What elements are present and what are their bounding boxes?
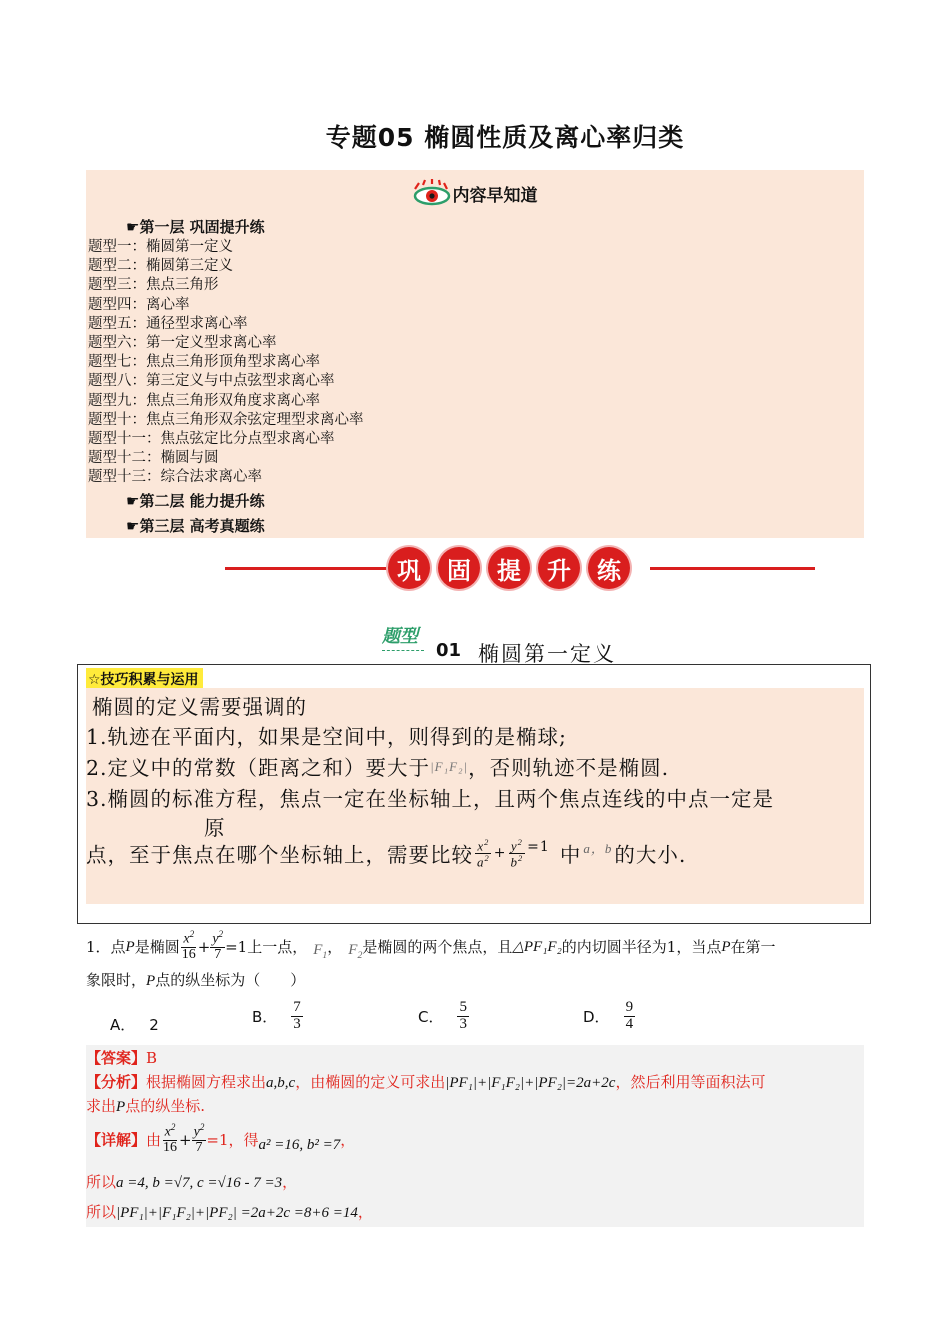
banner-line-right xyxy=(650,567,815,570)
analysis-line: 求出P点的纵坐标. xyxy=(86,1097,205,1115)
analysis-line: 【分析】根据椭圆方程求出a,b,c，由椭圆的定义可求出|PF₁|+|F₁F₂|+|PF₂|=2a+2c，然后利用等面积法可 xyxy=(86,1073,766,1091)
math-fraction: $\frac{x^2}{a^2}$ xyxy=(477,837,490,870)
type-list-item: 题型二：椭圆第三定义 xyxy=(88,258,233,275)
type-name: 椭圆第一定义 xyxy=(478,642,616,666)
skills-line: 椭圆的定义需要强调的 xyxy=(92,695,307,719)
type-list-item: 题型五：通径型求离心率 xyxy=(88,315,248,332)
type-list-item: 题型三：焦点三角形 xyxy=(88,277,219,294)
detail-line: 所以|PF₁|+|F₁F₂|+|PF₂| =2a+2c =8+6 =14， xyxy=(86,1203,373,1221)
skills-line: 3.椭圆的标准方程，焦点一定在坐标轴上，且两个焦点连线的中点一定是 xyxy=(86,787,775,811)
type-underline xyxy=(382,650,424,651)
option-d[interactable]: D． $\frac{9}{4}$ xyxy=(583,999,634,1032)
overview-box xyxy=(86,170,864,538)
skills-line: 点，至于焦点在哪个坐标轴上，需要比较 $\frac{x^2}{a^2}$ + $\frac{y^2}{b^2}$ =1 中 a，b 的大小. xyxy=(86,837,687,870)
type-list-item: 题型八：第三定义与中点弦型求离心率 xyxy=(88,373,335,390)
overview-heading-text: 内容早知道 xyxy=(452,185,538,206)
type-list-item: 题型七：焦点三角形顶角型求离心率 xyxy=(88,354,320,371)
skills-line: 2.定义中的常数（距离之和）要大于|F₁F₂|，否则轨迹不是椭圆. xyxy=(86,756,670,780)
type-list-item: 题型十一：焦点弦定比分点型求离心率 xyxy=(88,431,335,448)
layer-2-title: ☛第二层 能力提升练 xyxy=(126,492,265,510)
type-list-item: 题型十：焦点三角形双余弦定理型求离心率 xyxy=(88,411,364,428)
skills-line: 原 xyxy=(204,816,226,840)
type-list-item: 题型十二：椭圆与圆 xyxy=(88,450,219,467)
skills-tag: ☆技巧积累与运用 xyxy=(86,668,203,690)
type-list-item: 题型十三：综合法求离心率 xyxy=(88,469,262,486)
type-number: 01 xyxy=(436,640,462,661)
detail-line: 所以a =4, b =√7, c =√16 - 7 =3， xyxy=(86,1173,298,1191)
type-list-item: 题型六：第一定义型求离心率 xyxy=(88,335,277,352)
skills-line: 1.轨迹在平面内，如果是空间中，则得到的是椭球; xyxy=(86,725,567,749)
layer-3-title: ☛第三层 高考真题练 xyxy=(126,517,265,535)
document-title: 专题05 椭圆性质及离心率归类 xyxy=(325,123,685,152)
type-list-item: 题型九：焦点三角形双角度求离心率 xyxy=(88,392,320,409)
option-c[interactable]: C． $\frac{5}{3}$ xyxy=(418,999,467,1032)
banner-char: 固 xyxy=(438,547,480,589)
option-b[interactable]: B． $\frac{7}{3}$ xyxy=(252,999,301,1032)
banner-char: 升 xyxy=(538,547,580,589)
type-list-item: 题型一：椭圆第一定义 xyxy=(88,239,233,255)
math-f1f2: |F₁F₂| xyxy=(430,759,469,774)
section-banner xyxy=(388,547,630,589)
banner-char: 练 xyxy=(588,547,630,589)
banner-char: 巩 xyxy=(388,547,430,589)
layer-1-title: ☛第一层 巩固提升练 xyxy=(126,218,265,236)
math-triangle: △PF₁F₂ xyxy=(512,938,562,955)
banner-line-left xyxy=(225,567,390,570)
math-fraction: $\frac{y^2}{b^2}$ xyxy=(510,837,524,870)
question-1: 1．点 P 是椭圆 $\frac{x^2}{16}$ + $\frac{y^2}{7}$ =1 上一点， $F_1$ ， $F_2$ 是椭圆的两个焦点，且 △PF₁F₂ 的内切圆半径为1，当点 P 在第一 象限时，P点的纵坐标为（ ） xyxy=(86,929,776,990)
answer-line: 【答案】B xyxy=(86,1049,158,1067)
math-fraction: $\frac{y^2}{7}$ xyxy=(212,929,224,963)
overview-heading xyxy=(86,178,864,208)
banner-char: 提 xyxy=(488,547,530,589)
type-list-item: 题型四：离心率 xyxy=(88,296,190,313)
math-fraction: $\frac{x^2}{16}$ xyxy=(181,929,196,963)
skills-body xyxy=(86,688,864,904)
type-label: 题型 xyxy=(382,626,418,647)
detail-line: 【详解】 由 $\frac{x^2}{16}$ + $\frac{y^2}{7}$ =1，得 a² =16, b² =7 ， xyxy=(86,1122,356,1156)
type-list xyxy=(88,238,364,488)
eye-icon xyxy=(413,179,451,207)
option-a[interactable]: A． 2 xyxy=(110,1015,159,1034)
answer-box xyxy=(86,1045,864,1227)
